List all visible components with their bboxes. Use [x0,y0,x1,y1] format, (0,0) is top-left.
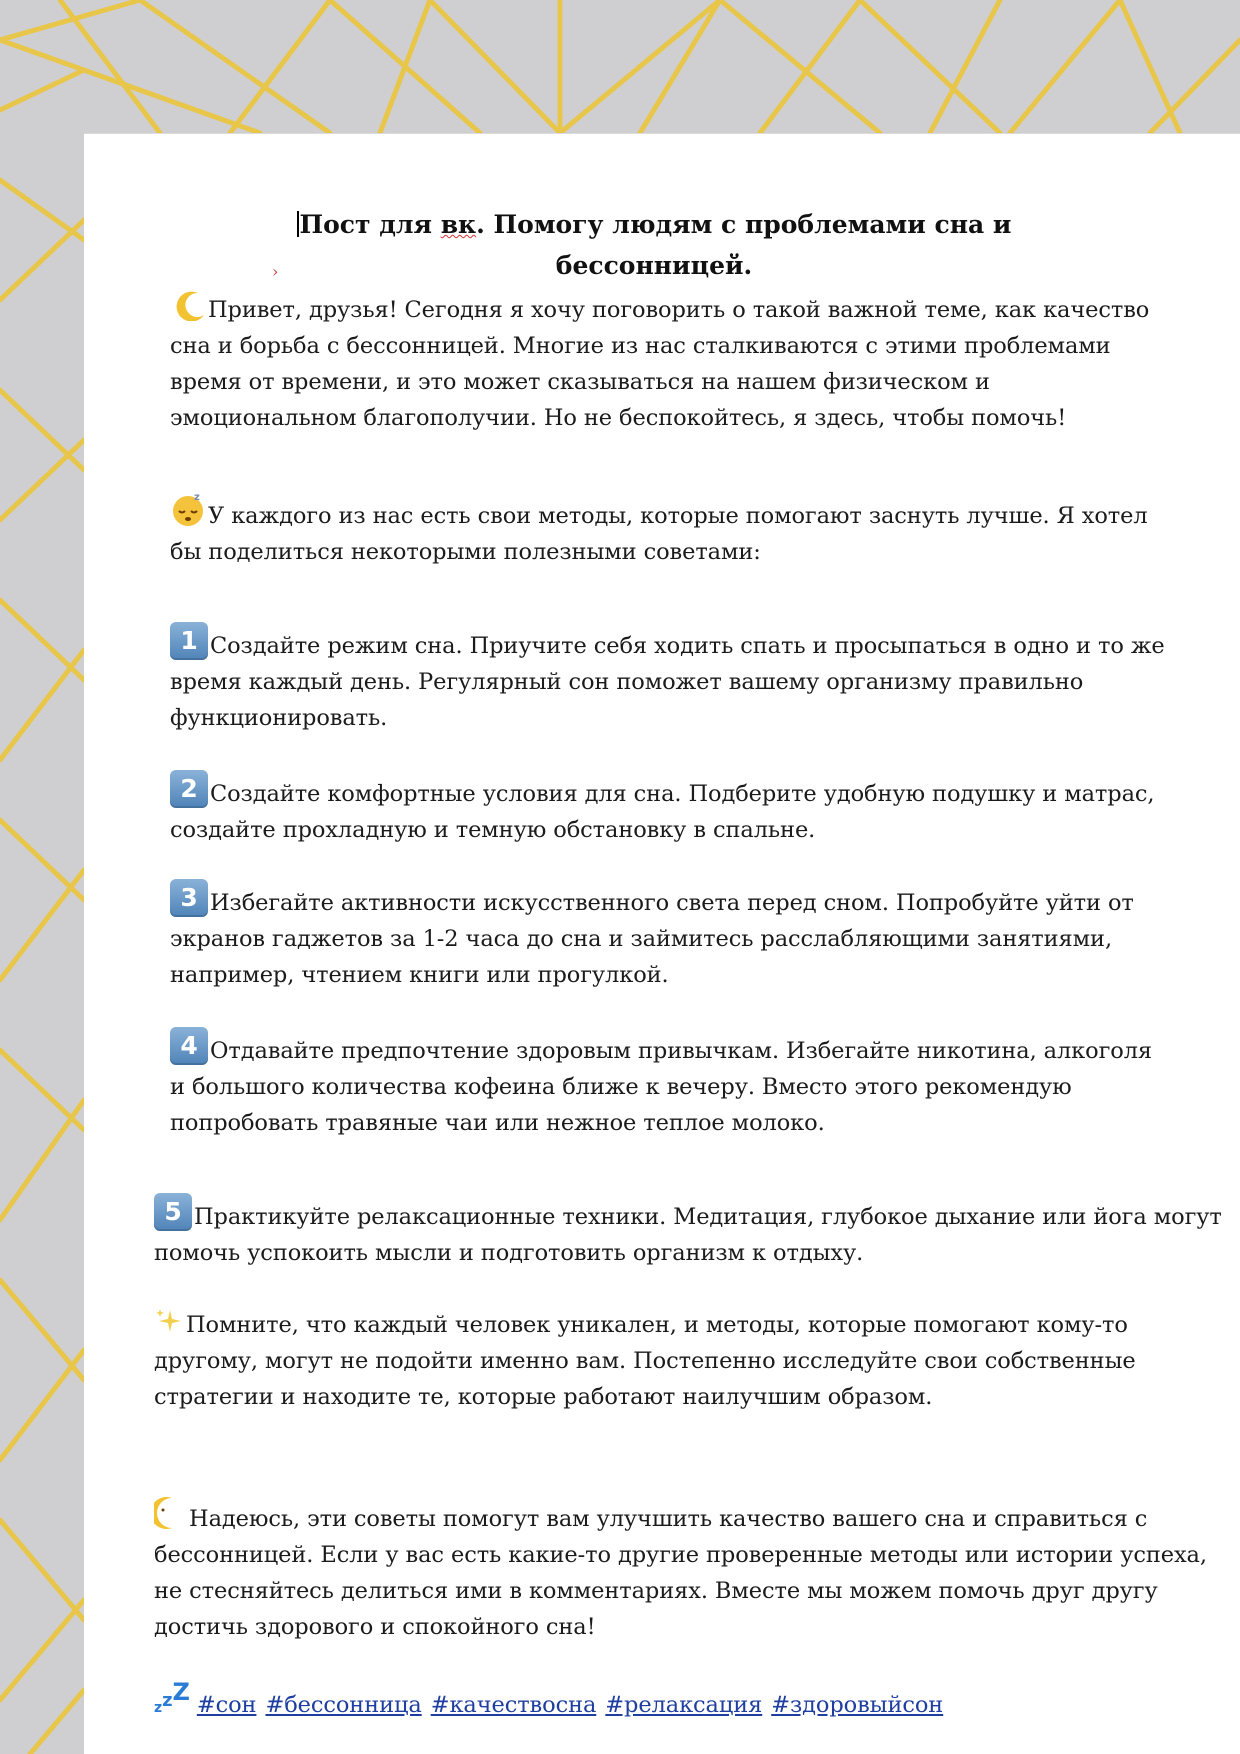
remember-paragraph: Помните, что каждый человек уникален, и методы, которые помогают кому-то другому, могут не подойти именно вам. Постепенно исследуйте свои собственные стратегии и находите те, которые работают наилучшим образом. [154,1306,1224,1415]
number-4-icon: 4 [170,1027,208,1065]
text-cursor [297,211,299,237]
moon-face-icon [154,1496,180,1530]
hashtag-link[interactable]: #качествосна [430,1692,597,1718]
crescent-moon-icon [170,291,206,321]
document-page-2 [84,1163,1240,1754]
number-5-icon: 5 [154,1193,192,1231]
page-title: Пост для вк. Помогу людям с проблемами сна и бессонницей. [274,204,1034,286]
hashtag-link[interactable]: #здоровыйсон [771,1692,944,1718]
sparkles-icon [154,1306,184,1336]
tip-2: 2 Создайте комфортные условия для сна. Подберите удобную подушку и матрас, создайте прохладную и темную обстановку в спальне. [170,770,1170,848]
hashtags-line [154,1674,1224,1726]
intro-paragraph: Привет, друзья! Сегодня я хочу поговорить о такой важной теме, как качество сна и борьба с бессонницей. Многие из нас сталкиваются с этими проблемами время от времени, и это может сказываться на нашем физическом и эмоциональном благополучии. Но не беспокойтесь, я здесь, чтобы помочь! [170,291,1170,436]
misspelled-word: вк [440,210,477,239]
svg-text:z: z [194,492,200,503]
number-2-icon: 2 [170,770,208,808]
number-1-icon: 1 [170,622,208,660]
hashtag-link[interactable]: #бессонница [265,1692,422,1718]
tip-5: 5 Практикуйте релаксационные техники. Медитация, глубокое дыхание или йога могут помочь успокоить мысли и подготовить организм к отдыху. [154,1193,1224,1271]
tip-4: 4 Отдавайте предпочтение здоровым привычкам. Избегайте никотина, алкоголя и большого количества кофеина ближе к вечеру. Вместо этого рекомендую попробовать травяные чаи или нежное теплое молоко. [170,1027,1170,1141]
closing-paragraph: Надеюсь, эти советы помогут вам улучшить качество вашего сна и справиться с бессонницей. Если у вас есть какие-то другие проверенные методы или истории успеха, не стесняйтесь делиться ими в комментариях. Вместе мы можем помочь друг другу достичь здорового и спокойного сна! [154,1496,1224,1645]
zzz-icon: $z^zZ$ [154,1678,190,1716]
number-3-icon: 3 [170,879,208,917]
methods-paragraph: z У каждого из нас есть свои методы, которые помогают заснуть лучше. Я хотел бы поделиться некоторыми полезными советами: [170,492,1148,565]
document-page-1 [84,133,1240,1168]
sleeping-face-icon [170,491,206,527]
paragraph-mark: › [272,262,279,281]
hashtag-link[interactable]: #сон [196,1692,257,1718]
tip-3: 3 Избегайте активности искусственного света перед сном. Попробуйте уйти от экранов гаджетов за 1-2 часа до сна и займитесь расслабляющими занятиями, например, чтением книги или прогулкой. [170,879,1170,993]
hashtag-link[interactable]: #релаксация [605,1692,763,1718]
tip-1: 1 Создайте режим сна. Приучите себя ходить спать и просыпаться в одно и то же время каждый день. Регулярный сон поможет вашему организму правильно функционировать. [170,622,1170,736]
